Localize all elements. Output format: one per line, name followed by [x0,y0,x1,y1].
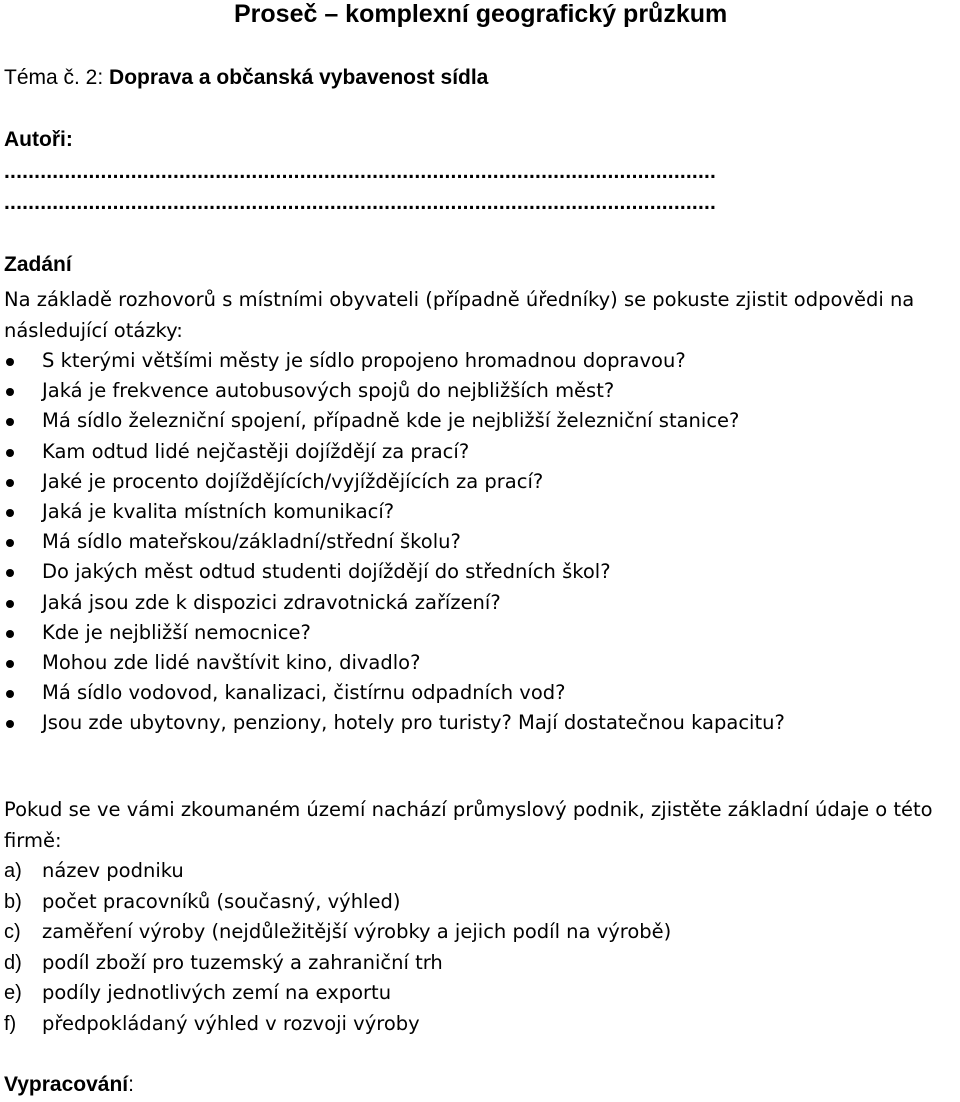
list-item [4,467,785,497]
bullet-icon [6,690,14,698]
list-item [4,437,785,467]
item-text: předpokládaný výhled v rozvoji výroby [42,1011,420,1035]
question-text: Má sídlo mateřskou/základní/střední školu? [42,530,461,554]
bullet-icon [6,418,14,426]
list-item [4,948,671,979]
list-item [4,648,785,678]
page-title: Proseč – komplexní geografický průzkum [234,0,728,28]
list-item [4,708,785,738]
list-item [4,497,785,527]
item-label: e) [4,982,22,1005]
list-item [4,678,785,708]
item-label: b) [4,890,22,913]
question-text: Kam odtud lidé nejčastěji dojíždějí za prací? [42,439,470,463]
list-item [4,588,785,618]
questions-list [4,346,785,738]
item-label: c) [4,921,21,944]
item-text: počet pracovníků (současný, výhled) [42,889,401,913]
elaboration-label [4,1073,134,1097]
bullet-icon [6,720,14,728]
assignment-intro: Na základě rozhovorů s místními obyvateli (případně úředníky) se pokuste zjistit odpovědi na následující otázky: [4,288,915,342]
list-item [4,978,671,1009]
topic-line [4,66,488,90]
elaboration-colon: : [128,1073,134,1096]
question-text: Jaké je procento dojíždějících/vyjíždějících za prací? [42,469,544,493]
list-item [4,346,785,376]
item-text: podíly jednotlivých zemí na exportu [42,981,392,1005]
list-item [4,887,671,918]
question-text: Jaká je kvalita místních komunikací? [42,499,395,523]
question-text: Do jakých měst odtud studenti dojíždějí do středních škol? [42,560,611,584]
bullet-icon [6,660,14,668]
list-item [4,917,671,948]
bullet-icon [6,449,14,457]
assignment-heading: Zadání [4,253,72,276]
topic-title: Doprava a občanská vybavenost sídla [109,66,489,89]
bullet-icon [6,509,14,517]
question-text: Má sídlo železniční spojení, případně kde je nejbližší železniční stanice? [42,409,740,433]
question-text: Jsou zde ubytovny, penziony, hotely pro turisty? Mají dostatečnou kapacitu? [42,711,785,735]
list-item [4,406,785,436]
bullet-icon [6,569,14,577]
question-text: Kde je nejbližší nemocnice? [42,620,311,644]
list-item [4,618,785,648]
bullet-icon [6,539,14,547]
item-label: d) [4,951,22,974]
list-item [4,376,785,406]
elaboration-text: Vypracování [4,1073,129,1096]
question-text: Jaká jsou zde k dispozici zdravotnická zařízení? [42,590,501,614]
question-text: S kterými většími městy je sídlo propojeno hromadnou dopravou? [42,349,686,372]
list-item [4,557,785,587]
topic-prefix: Téma č. 2: [4,66,110,89]
authors-label: Autoři: [4,128,73,151]
question-text: Má sídlo vodovod, kanalizaci, čistírnu odpadních vod? [42,681,566,705]
item-text: název podniku [42,859,184,882]
authors-dotted-line-1: ...................................................................................................................... [4,160,717,183]
company-items-list [4,856,671,1040]
bullet-icon [6,479,14,487]
list-item [4,1009,671,1040]
list-item [4,527,785,557]
question-text: Mohou zde lidé navštívit kino, divadlo? [42,650,421,674]
question-text: Jaká je frekvence autobusových spojů do nejbližších měst? [42,379,615,403]
item-label: f) [4,1012,17,1035]
company-intro: Pokud se ve vámi zkoumaném území nachází průmyslový podnik, zjistěte základní údaje o této firmě: [4,798,933,852]
bullet-icon [6,388,14,396]
bullet-icon [6,600,14,608]
item-text: podíl zboží pro tuzemský a zahraniční trh [42,950,443,974]
item-label: a) [4,860,22,882]
authors-dotted-line-2: ...................................................................................................................... [4,191,717,214]
list-item [4,856,671,887]
item-text: zaměření výroby (nejdůležitější výrobky a jejich podíl na výrobě) [42,920,672,944]
bullet-icon [6,358,14,366]
bullet-icon [6,630,14,638]
